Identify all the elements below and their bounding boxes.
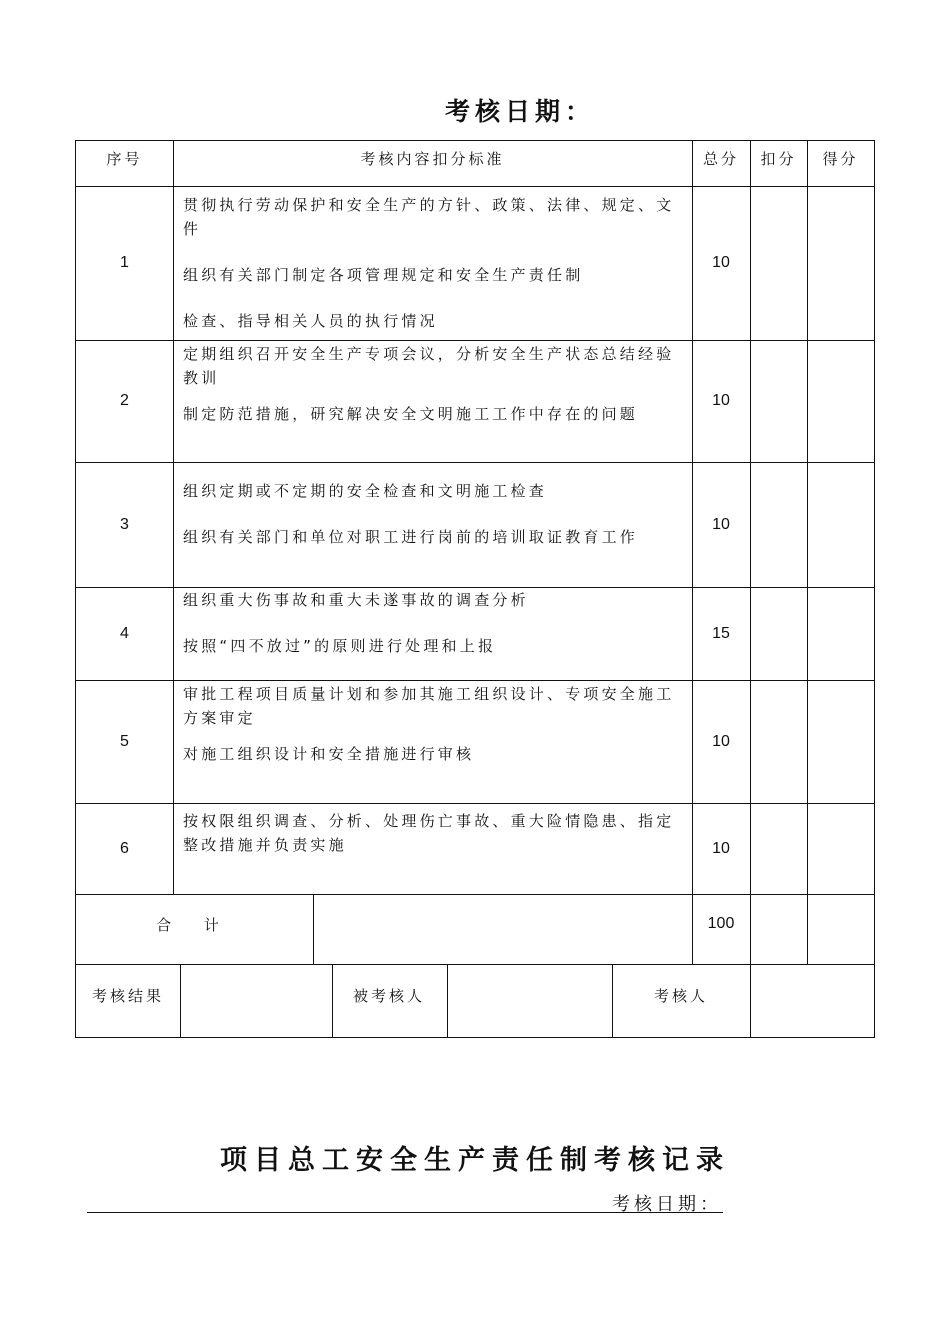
column-header-score: 得分	[822, 149, 859, 168]
examiner-label: 考核人	[653, 986, 708, 1005]
row-2-criteria	[183, 342, 683, 426]
criteria-line: 制定防范措施，研究解决安全文明施工工作中存在的问题	[183, 405, 639, 423]
criteria-line: 组织定期或不定期的安全检查和文明施工检查	[183, 482, 548, 500]
row-4-total: 15	[712, 624, 730, 642]
criteria-line: 对施工组织设计和安全措施进行审核	[183, 745, 475, 763]
column-header-seq: 序号	[106, 149, 143, 168]
criteria-line: 定期组织召开安全生产专项会议，分析安全生产状态总结经验教训	[183, 345, 675, 387]
section-title: 项目总工安全生产责任制考核记录	[220, 1145, 730, 1176]
section-exam-date-label: 考核日期：	[612, 1194, 722, 1215]
examinee-label: 被考核人	[352, 986, 425, 1005]
criteria-line: 贯彻执行劳动保护和安全生产的方针、政策、法律、规定、文件	[183, 196, 675, 238]
sum-label: 合 计	[156, 915, 233, 934]
criteria-line: 检查、指导相关人员的执行情况	[183, 312, 438, 330]
criteria-line: 组织重大伤事故和重大未遂事故的调查分析	[183, 591, 529, 609]
row-2-seq: 2	[120, 392, 129, 409]
row-5-total: 10	[712, 732, 730, 750]
criteria-line: 组织有关部门制定各项管理规定和安全生产责任制	[183, 266, 584, 284]
criteria-line: 按照“四不放过”的原则进行处理和上报	[183, 637, 497, 655]
row-6-criteria	[183, 809, 683, 857]
criteria-line: 审批工程项目质量计划和参加其施工组织设计、专项安全施工方案审定	[183, 685, 675, 727]
row-4-seq: 4	[120, 624, 129, 642]
criteria-line: 组织有关部门和单位对职工进行岗前的培训取证教育工作	[183, 528, 639, 546]
row-1-criteria	[183, 193, 683, 333]
row-2-total: 10	[712, 392, 730, 409]
sum-total: 100	[707, 915, 735, 932]
row-4-criteria	[183, 588, 683, 658]
row-3-seq: 3	[120, 515, 129, 533]
row-3-total: 10	[712, 515, 730, 533]
column-header-criteria: 考核内容扣分标准	[360, 149, 505, 168]
row-3-criteria	[183, 479, 683, 549]
column-header-total: 总分	[702, 149, 739, 168]
row-5-criteria	[183, 682, 683, 766]
date-underline	[87, 1212, 723, 1213]
row-6-total: 10	[712, 840, 730, 857]
row-1-total: 10	[712, 254, 730, 271]
criteria-line: 按权限组织调查、分析、处理伤亡事故、重大险情隐患、指定整改措施并负责实施	[183, 812, 675, 854]
column-header-deduct: 扣分	[760, 149, 797, 168]
row-1-seq: 1	[120, 254, 129, 271]
result-label: 考核结果	[91, 986, 164, 1005]
result-row	[75, 964, 875, 1038]
row-6-seq: 6	[120, 840, 129, 857]
row-5-seq: 5	[120, 732, 129, 750]
exam-date-heading: 考核日期：	[444, 97, 595, 126]
